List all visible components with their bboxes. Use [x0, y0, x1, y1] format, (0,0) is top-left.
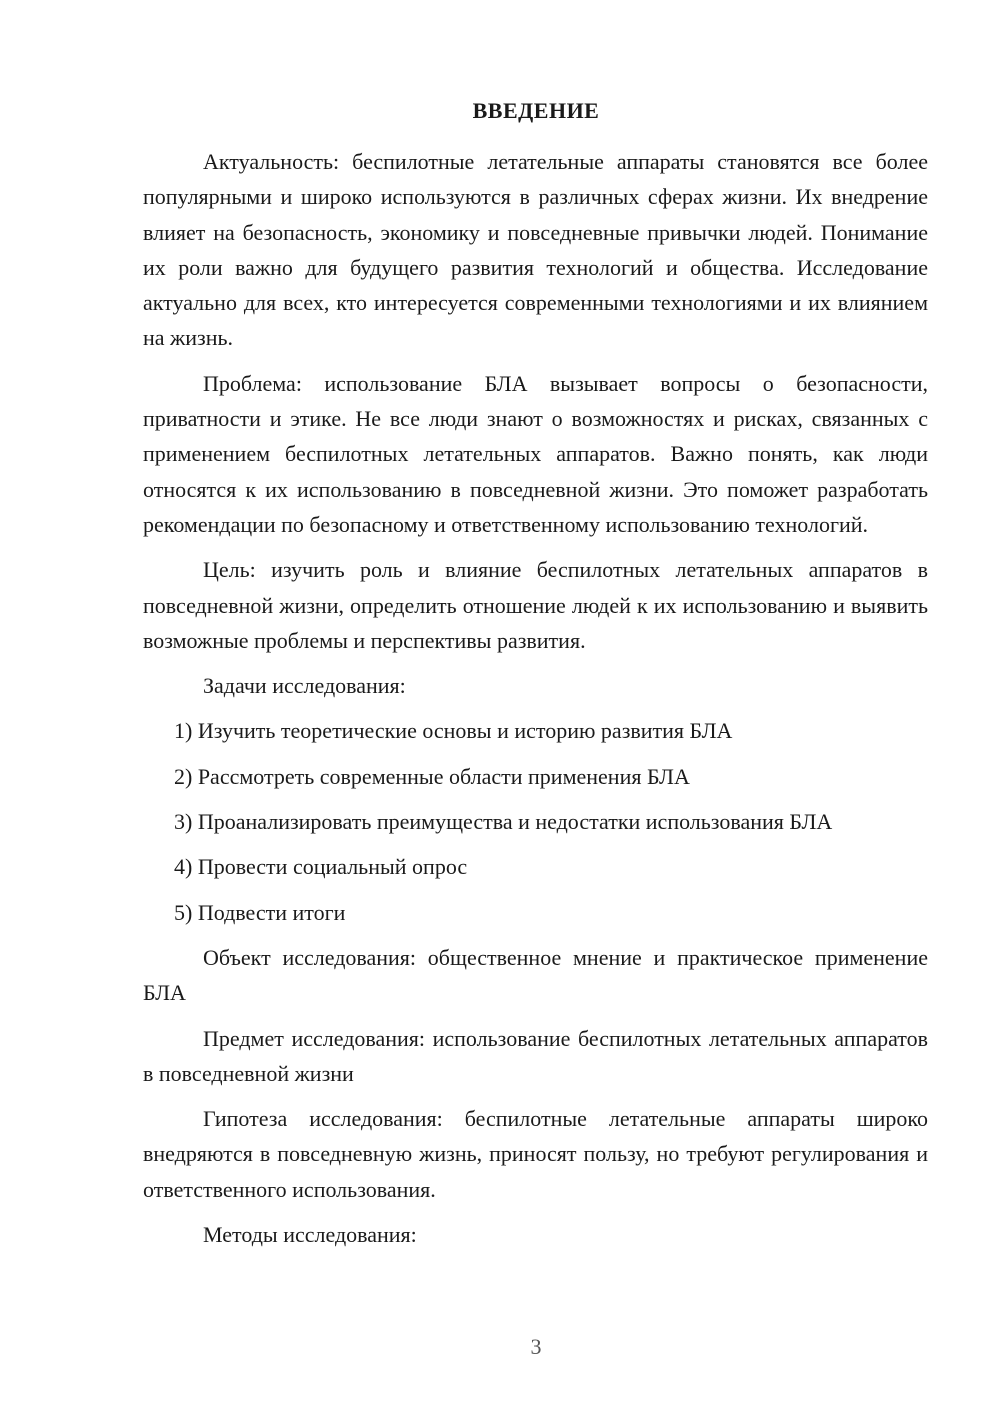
object-paragraph: Объект исследования: общественное мнение и практическое применение БЛА [143, 944, 928, 1006]
task-item-2: 2) Рассмотреть современные области применения БЛА [174, 763, 690, 789]
methods-heading: Методы исследования: [203, 1222, 417, 1248]
subject-paragraph: Предмет исследования: использование беспилотных летательных аппаратов в повседневной жизни [143, 1025, 928, 1086]
hypothesis-paragraph: Гипотеза исследования: беспилотные летательные аппараты широко внедряются в повседневную жизнь, приносят пользу, но требуют регулирования и ответственного использования. [143, 1106, 928, 1202]
page-title: ВВЕДЕНИЕ [472, 98, 600, 123]
task-item-1: 1) Изучить теоретические основы и историю развития БЛА [174, 718, 733, 744]
task-item-3: 3) Проанализировать преимущества и недостатки использования БЛА [174, 809, 833, 835]
relevance-paragraph: Актуальность: беспилотные летательные аппараты становятся все более популярными и широко используются в различных сферах жизни. Их внедрение влияет на безопасность, экономику и повседневные привычки людей. Понимание их роли важно для будущего развития технологий и общества. Исследование актуально для всех, кто интересуется современными технологиями и их влиянием на жизнь. [143, 149, 928, 351]
task-item-5: 5) Подвести итоги [174, 899, 346, 925]
tasks-heading: Задачи исследования: [203, 673, 406, 699]
tasks-list [143, 713, 928, 929]
task-item-4: 4) Провести социальный опрос [174, 854, 468, 880]
page-content [143, 144, 928, 1262]
goal-paragraph: Цель: изучить роль и влияние беспилотных летательных аппаратов в повседневной жизни, определить отношение людей к их использованию и выявить возможные проблемы и перспективы развития. [143, 557, 928, 653]
page-number: 3 [530, 1334, 542, 1359]
problem-paragraph: Проблема: использование БЛА вызывает вопросы о безопасности, приватности и этике. Не все люди знают о возможностях и рисках, связанных с применением беспилотных летательных аппаратов. Важно понять, как люди относятся к их использованию в повседневной жизни. Это поможет разработать рекомендации по безопасному и ответственному использованию технологий. [143, 370, 928, 537]
